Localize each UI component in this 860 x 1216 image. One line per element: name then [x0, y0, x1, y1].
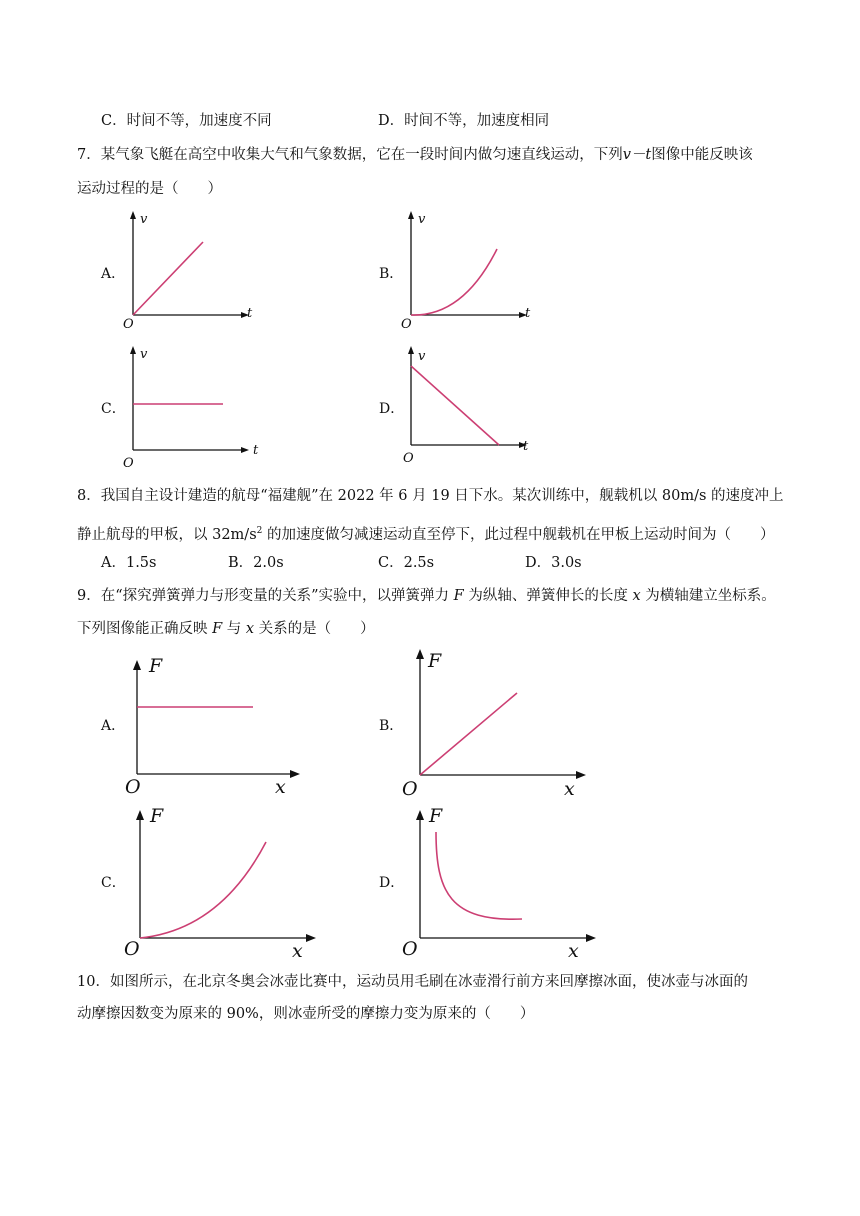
q7c-axis-y-label: v — [140, 347, 148, 362]
q9b-origin-label: O — [402, 778, 418, 800]
q8-option-a: A．1.5s — [101, 555, 157, 571]
q10-stem-line2: 动摩擦因数变为原来的 90%，则冰壶所受的摩擦力变为原来的（ ） — [77, 1006, 535, 1022]
q7-graph-a — [115, 205, 265, 335]
q9a-axis-x-label: x — [275, 776, 286, 798]
q7-graph-d — [393, 340, 543, 470]
q7a-axis-y-label: v — [140, 212, 148, 227]
q9a-origin-label: O — [125, 776, 141, 798]
q7-stem-text-end: 图像中能反映该 — [651, 147, 753, 163]
q9c-axis-y-label: F — [150, 805, 164, 827]
q7-option-b-label: B． — [379, 266, 404, 282]
q7a-axis-x-label: t — [247, 306, 253, 321]
q9-stem-line1 — [77, 586, 776, 606]
q9-stem-text-e: 与 — [222, 621, 246, 637]
q7-option-d-label: D． — [379, 401, 405, 417]
q9b-axis-x-label: x — [564, 778, 575, 800]
q8-stem-line1: 8．我国自主设计建造的航母“福建舰”在 2022 年 6 月 19 日下水。某次训练中，舰载机以 80m/s 的速度冲上 — [77, 488, 784, 504]
q9-option-d-label: D． — [379, 875, 405, 891]
q9-option-b-label: B． — [379, 718, 404, 734]
q9-stem-text-b: 为纵轴、弹簧伸长的长度 — [463, 588, 633, 604]
q7-option-a-label: A． — [101, 266, 126, 282]
q9-option-a-label: A． — [101, 718, 126, 734]
q6-option-c: C．时间不等，加速度不同 — [101, 113, 272, 129]
q9-x-symbol-2: x — [245, 621, 255, 637]
q7c-axis-x-label: t — [253, 443, 259, 458]
q9c-axis-x-label: x — [292, 940, 303, 962]
q7d-axis-y-label: v — [418, 349, 426, 364]
q7d-axis-x-label: t — [523, 439, 529, 454]
q6-option-d: D．时间不等，加速度相同 — [378, 113, 550, 129]
q8-option-c: C．2.5s — [378, 555, 435, 571]
q7-vt-symbol: v－t — [622, 147, 652, 163]
q9-x-symbol: x — [632, 588, 641, 604]
q9-graph-b — [400, 645, 600, 800]
q10-stem-line1: 10．如图所示，在北京冬奥会冰壶比赛中，运动员用毛刷在冰壶滑行前方来回摩擦冰面，使冰壶与冰面的 — [77, 974, 748, 990]
q7c-origin-label: O — [123, 456, 134, 471]
q9b-axis-y-label: F — [428, 650, 442, 672]
q9-F-symbol: F — [453, 588, 464, 604]
q9-stem-text-d: 下列图像能正确反映 — [77, 621, 213, 637]
q7b-axis-x-label: t — [525, 306, 531, 321]
q9d-axis-y-label: F — [429, 805, 443, 827]
q9-stem-line2 — [77, 619, 375, 639]
q9-graph-c — [120, 800, 325, 960]
q8-stem-text-a: 静止航母的甲板，以 32m/s — [77, 526, 257, 543]
q9-graph-d — [400, 800, 605, 960]
q9-stem-text-f: 关系的是（ ） — [254, 621, 375, 637]
q8-option-b: B．2.0s — [228, 555, 284, 571]
q8-option-d: D．3.0s — [525, 555, 582, 571]
q9-stem-text-c: 为横轴建立坐标系。 — [640, 588, 776, 604]
q7b-origin-label: O — [401, 317, 412, 332]
q9-F-symbol-2: F — [212, 621, 223, 637]
q7-stem-text: 7．某气象飞艇在高空中收集大气和气象数据，它在一段时间内做匀速直线运动，下列 — [77, 147, 623, 163]
q7a-origin-label: O — [123, 317, 134, 332]
q8-stem-text-b: 的加速度做匀减速运动直至停下，此过程中舰载机在甲板上运动时间为（ ） — [262, 526, 775, 543]
q9d-axis-x-label: x — [568, 940, 579, 962]
q9d-origin-label: O — [402, 938, 418, 960]
q7-stem-line2: 运动过程的是（ ） — [77, 181, 222, 197]
q9c-origin-label: O — [124, 938, 140, 960]
q7-stem-line1 — [77, 145, 753, 165]
q8-stem-line2 — [77, 521, 774, 545]
q9a-axis-y-label: F — [149, 655, 163, 677]
q7-graph-c — [115, 340, 265, 470]
q7b-axis-y-label: v — [418, 212, 426, 227]
q9-stem-text-a: 9．在“探究弹簧弹力与形变量的关系”实验中，以弹簧弹力 — [77, 588, 454, 604]
q8-superscript: 2 — [256, 526, 263, 536]
q7-option-c-label: C． — [101, 401, 126, 417]
q7d-origin-label: O — [403, 451, 414, 466]
q7-graph-b — [393, 205, 543, 335]
q9-graph-a — [120, 652, 310, 798]
q9-option-c-label: C． — [101, 875, 126, 891]
